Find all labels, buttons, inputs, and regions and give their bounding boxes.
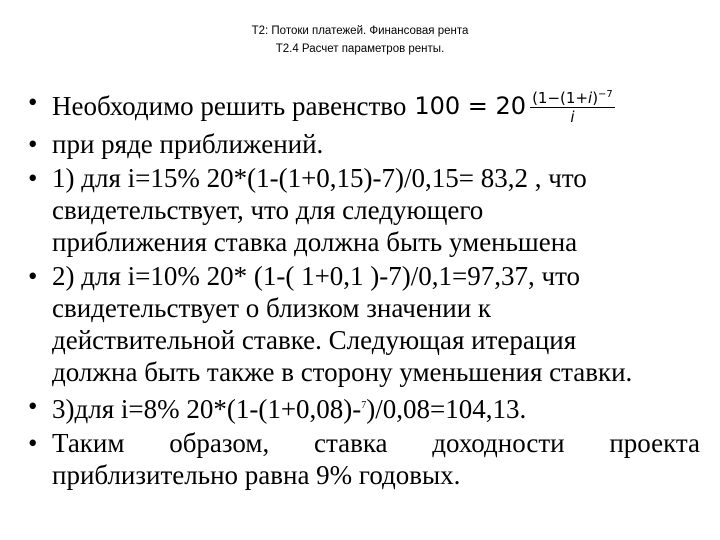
slide-header xyxy=(0,22,720,58)
item-text: при ряде приближений. xyxy=(52,129,324,159)
bullet-list xyxy=(28,86,700,493)
header-subtitle: Т2.4 Расчет параметров ренты. xyxy=(275,43,445,55)
item-line: должна быть также в сторону уменьшения ставки. xyxy=(52,357,633,387)
item-line: 2) для i=10% 20* (1-( 1+0,1 )-7)/0,1=97,37, что xyxy=(52,261,581,291)
bullet-icon: • xyxy=(28,428,38,458)
bullet-icon: • xyxy=(28,129,38,159)
fraction-denominator: i xyxy=(570,108,575,126)
superscript: 7 xyxy=(361,400,367,411)
item-line: действительной ставке. Следующая итерация xyxy=(52,325,577,355)
fraction-numerator: ($1-(1+i)^{-7}$ xyxy=(530,86,615,108)
list-item-iteration-1 xyxy=(28,162,700,258)
list-item-conclusion xyxy=(28,427,700,491)
bullet-icon: • xyxy=(28,391,38,421)
bullet-icon: • xyxy=(28,87,38,117)
item-text: Необходимо решить равенство xyxy=(52,91,407,121)
header-title: Т2: Потоки платежей. Финансовая рента xyxy=(251,25,469,37)
item-line: 1) для i=15% 20*(1-(1+0,15)-7)/0,15= 83,2 , что xyxy=(52,163,587,193)
item-line: приближения ставка должна быть уменьшена xyxy=(52,227,578,257)
item-line: 3)для i=8% 20*(1-(1+0,08)-$^7$)/0,08=104,13. xyxy=(52,394,527,424)
bullet-icon: • xyxy=(28,163,38,193)
list-item xyxy=(28,128,700,160)
equation-lhs: 100 = 20 xyxy=(414,92,527,120)
item-line: приблизительно равна 9% годовых. xyxy=(52,460,461,490)
list-item-iteration-2 xyxy=(28,260,700,388)
bullet-icon: • xyxy=(28,261,38,291)
equation-fraction xyxy=(530,86,615,126)
item-line: свидетельствует, что для следующего xyxy=(52,195,484,225)
list-item-equation xyxy=(28,86,700,126)
list-item-iteration-3 xyxy=(28,390,700,425)
fraction-exponent: −7 xyxy=(598,89,613,100)
item-line: Таким образом, ставка доходности проекта xyxy=(52,428,700,458)
item-line: свидетельствует о близком значении к xyxy=(52,293,492,323)
